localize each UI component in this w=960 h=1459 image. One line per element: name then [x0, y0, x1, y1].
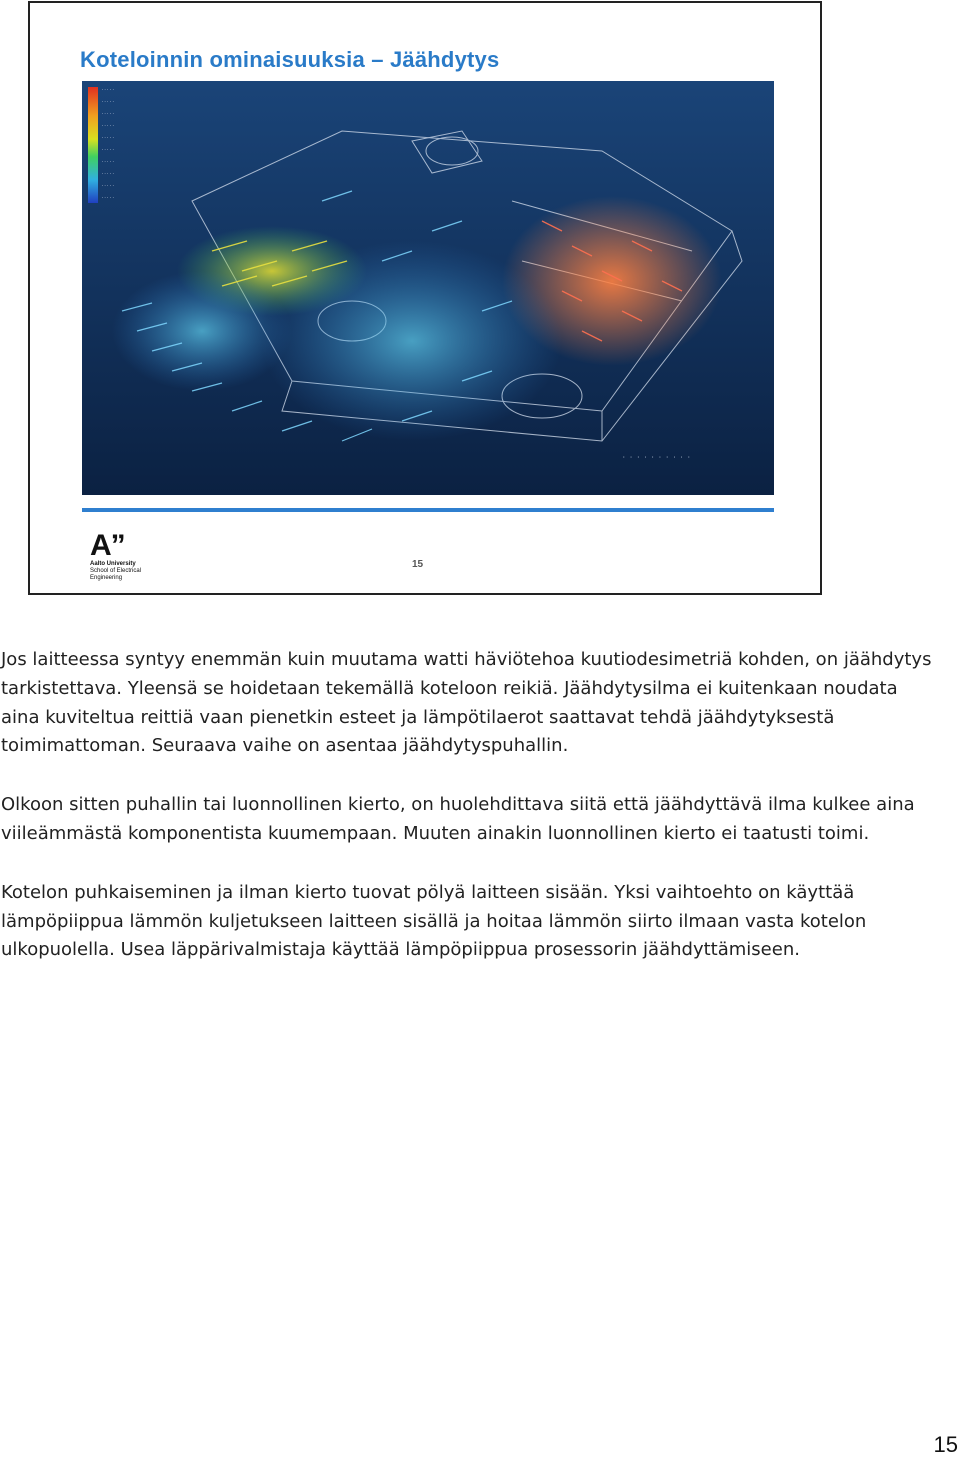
logo-university: Aalto University: [90, 561, 136, 567]
logo-school: School of Electrical: [90, 568, 142, 574]
svg-text:·····: ·····: [101, 88, 115, 93]
cfd-airflow-simulation-icon: [82, 81, 774, 495]
notes-paragraph: Jos laitteessa syntyy enemmän kuin muutama watti häviötehoa kuutiodesimetriä kohden, on jäähdytys tarkistettava. Yleensä se hoidetaan tekemällä koteloon reikiä. Jäähdytysilma ei kuitenkaan noudata aina kuviteltua reittiä vaan pienetkin esteet ja lämpötilaerot saattavat tehdä jäähdytyksestä toimimattoman. Seuraava vaihe on asentaa jäähdytyspuhallin.: [1, 649, 932, 757]
svg-text:·····: ·····: [101, 112, 115, 117]
svg-text:·····: ·····: [101, 196, 115, 201]
svg-text:·····: ·····: [101, 160, 115, 165]
notes-text: [1, 646, 941, 965]
page-number: 15: [933, 1432, 958, 1457]
svg-text:· · · · · · · · · ·: · · · · · · · · · ·: [622, 454, 691, 461]
slide-frame: [28, 1, 822, 595]
slide-title: Koteloinnin ominaisuuksia – Jäähdytys: [80, 47, 500, 72]
svg-text:·····: ·····: [101, 100, 115, 105]
notes-paragraph: Kotelon puhkaiseminen ja ilman kierto tuovat pölyä laitteen sisään. Yksi vaihtoehto on käyttää lämpöpiippua lämmön kuljetukseen laitteen sisällä ja hoitaa lämmön siirto ilmaan vasta kotelon ulkopuolella. Usea läppärivalmistaja käyttää lämpöpiippua prosessorin jäähdyttämiseen.: [1, 881, 867, 961]
svg-text:·····: ·····: [101, 124, 115, 129]
cfd-airflow-simulation-image: [82, 81, 774, 495]
slide-divider: [82, 508, 774, 512]
svg-text:·····: ·····: [101, 148, 115, 153]
notes-paragraph: Olkoon sitten puhallin tai luonnollinen kierto, on huolehdittava siitä että jäähdyttävä ilma kulkee aina viileämmästä komponentista kuumempaan. Muuten ainakin luonnollinen kierto ei taatusti toimi.: [1, 794, 915, 844]
slide-number: 15: [412, 559, 424, 570]
logo-department: Engineering: [90, 575, 123, 581]
aalto-logo: [90, 531, 170, 582]
aalto-logo-mark: A”: [90, 529, 125, 562]
svg-text:·····: ·····: [101, 172, 115, 177]
svg-text:·····: ·····: [101, 184, 115, 189]
svg-text:·····: ·····: [101, 136, 115, 141]
